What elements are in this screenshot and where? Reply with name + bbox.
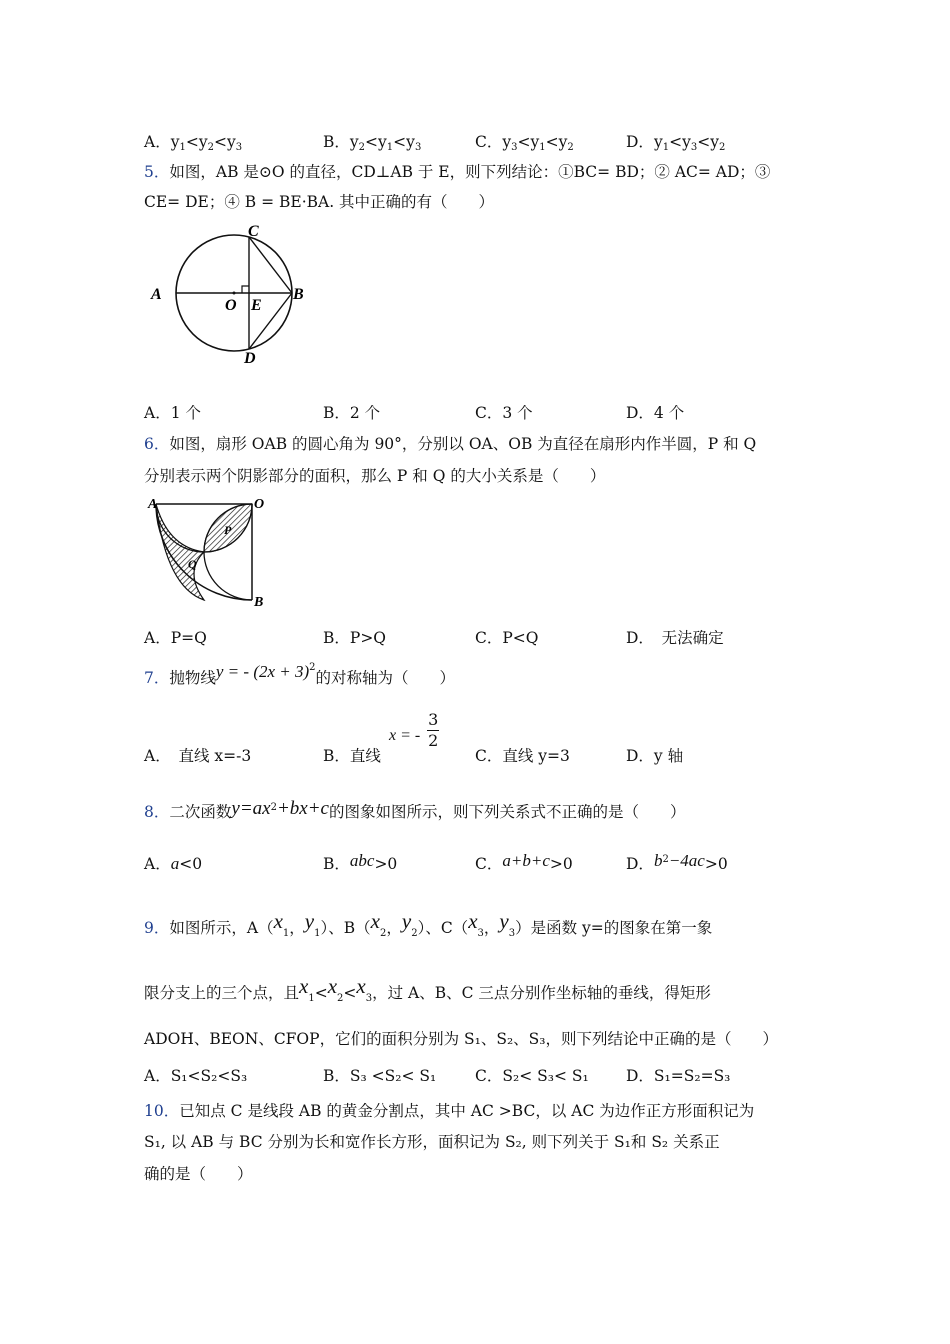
q9-option-b: B．S₃ <S₂< S₁ — [323, 1067, 437, 1085]
q5-circle-figure — [148, 222, 308, 368]
q7-option-b-formula: x = - $\frac{3}{2}$ — [389, 710, 439, 750]
q6-option-a: A．P=Q — [144, 629, 207, 647]
q6-label-p: P — [224, 523, 232, 537]
q6-sector-figure — [144, 492, 274, 610]
q5-line-1: 5．如图，AB 是⊙O 的直径，CD⊥AB 于 E，则下列结论：①BC= BD；② AC= AD；③ — [144, 163, 771, 181]
q6-label-q: Q — [188, 557, 197, 571]
q5-label-a: A — [151, 286, 162, 303]
q5-option-c: C．3 个 — [475, 404, 533, 422]
q6-option-c: C．P<Q — [475, 629, 539, 647]
q8-line: 8．二次函数$y=ax^2+bx+c$的图象如图所示，则下列关系式不正确的是（ ） — [144, 798, 686, 821]
q9-option-d: D．S₁=S₂=S₃ — [626, 1067, 731, 1085]
q5-option-d: D．4 个 — [626, 404, 685, 422]
q7-option-b: B．直线 — [323, 747, 381, 765]
q8-number: 8． — [144, 803, 170, 821]
q5-label-e: E — [251, 297, 262, 314]
q6-number: 6． — [144, 435, 170, 453]
q4-option-d: D．$y_1<y_3<y_2$ — [626, 133, 726, 153]
q8-option-c: C．a+b+c>0 — [475, 851, 573, 873]
q5-number: 5． — [144, 163, 170, 181]
q10-line-2: S₁, 以 AB 与 BC 分别为长和宽作长方形，面积记为 S₂, 则下列关于 S₁和 S₂ 关系正 — [144, 1133, 720, 1151]
q9-option-a: A．S₁<S₂<S₃ — [144, 1067, 248, 1085]
q9-option-c: C．S₂< S₃< S₁ — [475, 1067, 589, 1085]
q9-line-3: ADOH、BEON、CFOP，它们的面积分别为 S₁、S₂、S₃，则下列结论中正确的是（ ） — [144, 1030, 778, 1048]
q7-line: 7．抛物线y = - $(2x + 3)^2$的对称轴为（ ） — [144, 662, 456, 687]
q4-option-c: C．$y_3<y_1<y_2$ — [475, 133, 574, 153]
q4-option-a: A．$y_1<y_2<y_3$ — [144, 133, 243, 153]
q7-number: 7． — [144, 669, 170, 687]
q6-line-2: 分别表示两个阴影部分的面积，那么 P 和 Q 的大小关系是（ ） — [144, 467, 606, 485]
q9-line-2: 限分支上的三个点，且$x_1<x_2<x_3$，过 A、B、C 三点分别作坐标轴的垂线，得矩形 — [144, 974, 711, 1004]
q8-option-d: D．$b^2-4ac>0$ — [626, 851, 728, 873]
q6-label-b: B — [254, 595, 264, 610]
q10-line-3: 确的是（ ） — [144, 1165, 253, 1183]
q9-line-1: 9．如图所示，$A(x_1$，$y_1$）、$B(x_2$，$y_2$）、$C(x_3$，$y_3$）是函数 y=的图象在第一象 — [144, 909, 713, 939]
q5-option-b: B．2 个 — [323, 404, 381, 422]
q6-label-a: A — [148, 497, 158, 512]
q5-label-o: O — [225, 297, 237, 314]
q6-label-o: O — [254, 497, 265, 512]
q8-option-a: A．a<0 — [144, 854, 203, 873]
q8-option-b: B．abc>0 — [323, 851, 398, 873]
q7-formula: y = - (2x + 3) — [215, 662, 310, 681]
q7-option-c: C．直线 y=3 — [475, 747, 570, 765]
q7-option-a: A． 直线 x=-3 — [144, 747, 252, 765]
q5-label-b: B — [293, 286, 304, 303]
q5-label-d: D — [244, 350, 256, 367]
q5-label-c: C — [248, 223, 259, 240]
q6-line-1: 6．如图，扇形 OAB 的圆心角为 90°，分别以 OA、OB 为直径在扇形内作半圆，P 和 Q — [144, 435, 757, 453]
q5-option-a: A．1 个 — [144, 404, 201, 422]
q6-option-b: B．P>Q — [323, 629, 387, 647]
q10-number: 10． — [144, 1102, 180, 1120]
q9-number: 9． — [144, 919, 170, 937]
q7-option-d: D．y 轴 — [626, 747, 684, 765]
q6-option-d: D． 无法确定 — [626, 629, 724, 647]
q4-option-b: B．$y_2<y_1<y_3$ — [323, 133, 422, 153]
q5-line-2: CE= DE；④ B = BE·BA. 其中正确的有（ ） — [144, 193, 495, 211]
q10-line-1: 10．已知点 C 是线段 AB 的黄金分割点，其中 AC >BC，以 AC 为边作正方形面积记为 — [144, 1102, 755, 1120]
